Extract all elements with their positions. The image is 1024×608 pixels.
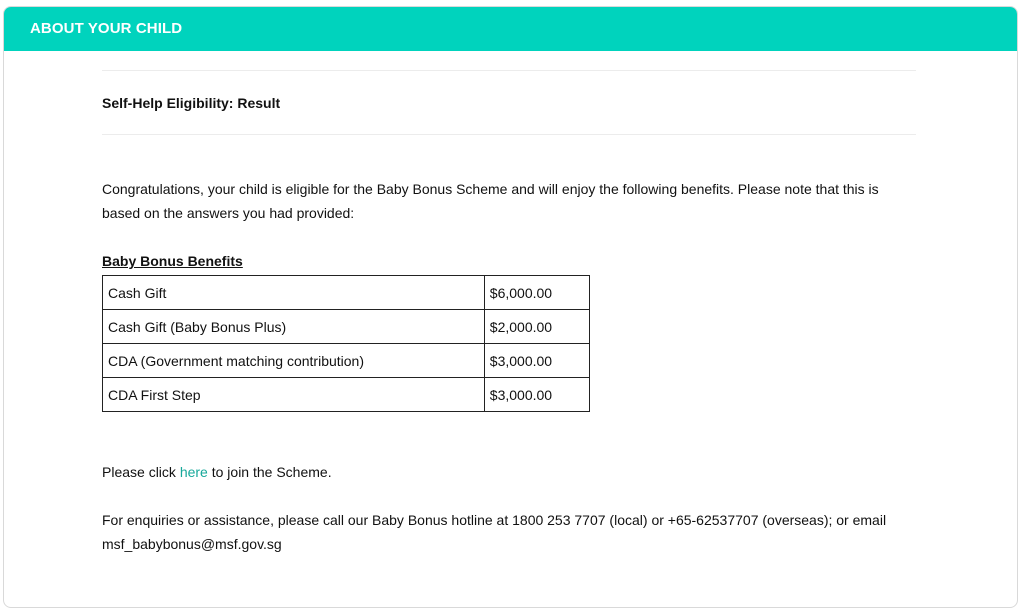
join-here-link[interactable]: here	[179, 464, 208, 480]
table-row	[103, 310, 590, 344]
benefit-label: Cash Gift	[103, 276, 485, 310]
benefit-value: $3,000.00	[484, 344, 589, 378]
join-scheme-line	[102, 464, 916, 480]
panel-content	[102, 51, 916, 556]
panel-header-title: ABOUT YOUR CHILD	[4, 7, 1017, 51]
divider	[102, 70, 916, 71]
table-row	[103, 344, 590, 378]
contact-info: For enquiries or assistance, please call our Baby Bonus hotline at 1800 253 7707 (local) or +65-62537707 (overseas); or email msf_babybonus@msf.gov.sg	[102, 512, 887, 552]
eligibility-message: Congratulations, your child is eligible for the Baby Bonus Scheme and will enjoy the following benefits. Please note that this is based on the answers you had provided:	[102, 181, 879, 221]
divider	[102, 134, 916, 135]
benefit-value: $3,000.00	[484, 378, 589, 412]
benefit-value: $2,000.00	[484, 310, 589, 344]
result-title: Self-Help Eligibility: Result	[102, 95, 281, 111]
table-row	[103, 378, 590, 412]
benefit-label: CDA (Government matching contribution)	[103, 344, 485, 378]
benefit-label: CDA First Step	[103, 378, 485, 412]
benefit-label: Cash Gift (Baby Bonus Plus)	[103, 310, 485, 344]
benefits-heading: Baby Bonus Benefits	[102, 253, 243, 269]
benefits-table	[102, 275, 590, 412]
benefit-value: $6,000.00	[484, 276, 589, 310]
join-suffix: to join the Scheme.	[207, 464, 332, 480]
about-your-child-panel	[3, 6, 1018, 608]
table-row	[103, 276, 590, 310]
join-prefix: Please click	[102, 464, 180, 480]
